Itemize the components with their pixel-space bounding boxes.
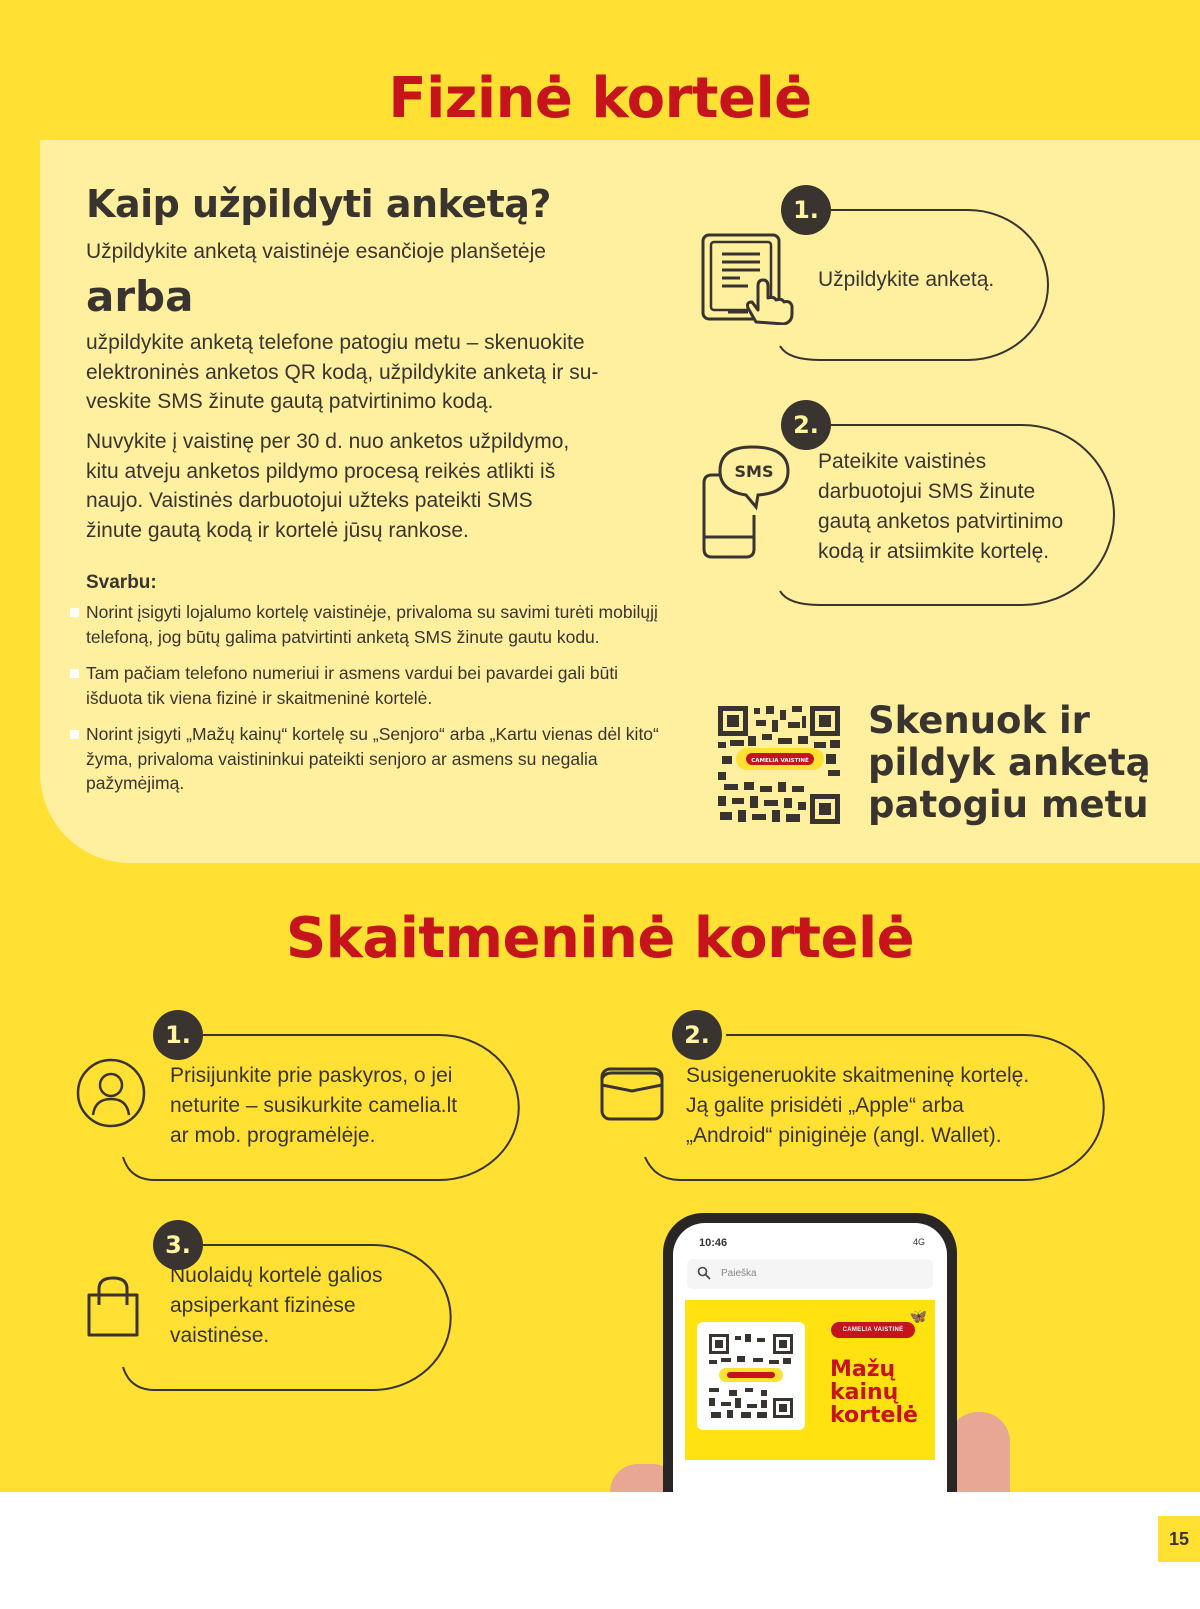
important-title: Svarbu:: [86, 572, 157, 593]
how-to-fill-heading: Kaip užpildyti anketą?: [86, 182, 551, 226]
card-qr-code: [709, 1334, 793, 1418]
bullet-icon: [70, 730, 79, 739]
tablet-touch-icon: [700, 230, 795, 325]
digital-step-1: [75, 1005, 545, 1190]
phone-mockup: [663, 1213, 957, 1492]
bullet-icon: [70, 669, 79, 678]
card-name: Mažų kainų kortelė: [830, 1357, 918, 1428]
page-number: 15: [1158, 1516, 1200, 1562]
step-text: Susigeneruokite skaitmeninę kortelę. Ją galite prisidėti „Apple“ arba „Android“ piniginėje (angl. Wallet).: [686, 1064, 1030, 1147]
important-list: [86, 600, 666, 808]
phone-search-bar[interactable]: Paieška: [687, 1259, 933, 1289]
butterfly-icon: 🦋: [909, 1308, 927, 1324]
physical-step-2: [700, 395, 1140, 615]
digital-card-title: Skaitmeninė kortelė: [285, 906, 915, 971]
phone-time: 10:46: [699, 1237, 728, 1249]
svg-text:CAMELIA VAISTINĖ: CAMELIA VAISTINĖ: [751, 758, 809, 764]
search-icon: [697, 1266, 711, 1280]
step-text: Nuolaidų kortelė galios apsiperkant fizinėse vaistinėse.: [170, 1264, 383, 1347]
paragraph-phone: užpildykite anketą telefone patogiu metu – skenuokite elektroninės anketos QR kodą, užpildykite anketą ir su- veskite SMS žinute gautą patvirtinimo kodą.: [86, 331, 599, 413]
scan-callout: Skenuok ir pildyk anketą patogiu metu: [868, 699, 1151, 826]
bullet-icon: [70, 608, 79, 617]
step-number-badge: 2.: [781, 400, 831, 450]
physical-step-1: [700, 180, 1100, 370]
step-number-badge: 3.: [153, 1220, 203, 1270]
phone-screen: [673, 1223, 947, 1492]
step-number-badge: 1.: [153, 1010, 203, 1060]
card-qr-box: [697, 1322, 805, 1430]
shopping-bag-icon: [85, 1275, 141, 1339]
wallet-icon: [600, 1067, 665, 1121]
right-finger: [948, 1412, 1010, 1492]
step-text: Pateikite vaistinės darbuotojui SMS žinute gautą anketos patvirtinimo kodą ir atsiimkite kortelę.: [818, 450, 1064, 563]
step-text: Prisijunkite prie paskyros, o jei neturite – susikurkite camelia.lt ar mob. programėlėje.: [170, 1064, 458, 1147]
step-number-badge: 1.: [781, 185, 831, 235]
user-icon: [75, 1057, 147, 1129]
digital-step-2: [600, 1005, 1130, 1190]
list-item: Norint įsigyti lojalumo kortelę vaistinėje, privaloma su savimi turėti mobilųjį telefoną, jog būtų galima patvirtinti anketą SMS žinute gautu kodu.: [86, 600, 666, 649]
qr-code-image: [718, 706, 840, 824]
physical-card-title: Fizinė kortelė: [388, 66, 812, 131]
phone-status: 4G: [912, 1237, 925, 1247]
digital-step-3: [75, 1215, 475, 1395]
svg-text:SMS: SMS: [734, 462, 774, 481]
step-text: Užpildykite anketą.: [818, 268, 995, 291]
digital-card[interactable]: [685, 1300, 935, 1460]
phone-sms-icon: [700, 445, 795, 565]
paragraph-visit: Nuvykite į vaistinę per 30 d. nuo anketos užpildymo, kitu atveju anketos pildymo procesą reikės atlikti iš naujo. Vaistinės darbuotojui užteks pateikti SMS žinute gautą kodą ir kortelė jūsų rankose.: [86, 430, 570, 542]
intro-text: Užpildykite anketą vaistinėje esančioje planšetėje: [86, 240, 546, 263]
or-label: arba: [86, 272, 194, 321]
list-item: Tam pačiam telefono numeriui ir asmens vardui bei pavardei gali būti išduota tik viena fizinė ir skaitmeninė kortelė.: [86, 661, 666, 710]
list-item: Norint įsigyti „Mažų kainų“ kortelę su „Senjoro“ arba „Kartu vienas dėl kito“ žyma, privaloma vaistininkui pateikti senjoro ar asmens su negalia pažymėjimą.: [86, 722, 666, 796]
camelia-logo: CAMELIA VAISTINĖ: [831, 1322, 915, 1338]
step-number-badge: 2.: [672, 1010, 722, 1060]
